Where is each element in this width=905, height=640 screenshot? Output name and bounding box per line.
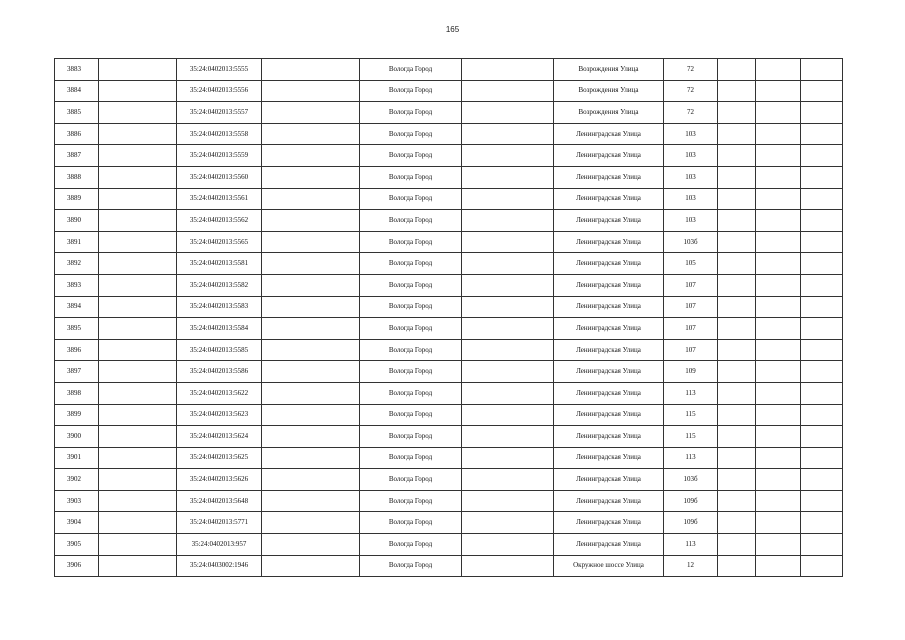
- empty-cell: [462, 512, 554, 534]
- empty-cell: [462, 253, 554, 275]
- city-cell: Вологда Город: [360, 339, 462, 361]
- row-number-cell: 3892: [55, 253, 99, 275]
- empty-cell: [718, 188, 756, 210]
- table-row: [55, 188, 843, 210]
- row-number-cell: 3896: [55, 339, 99, 361]
- empty-cell: [99, 145, 177, 167]
- street-cell: Ленинградская Улица: [554, 339, 664, 361]
- empty-cell: [99, 339, 177, 361]
- empty-cell: [756, 188, 801, 210]
- house-number-cell: 103б: [664, 469, 718, 491]
- row-number-cell: 3897: [55, 361, 99, 383]
- cadastral-number-cell: 35:24:0402013:5556: [177, 80, 262, 102]
- empty-cell: [99, 296, 177, 318]
- city-cell: Вологда Город: [360, 210, 462, 232]
- row-number-cell: 3894: [55, 296, 99, 318]
- city-cell: Вологда Город: [360, 231, 462, 253]
- empty-cell: [718, 123, 756, 145]
- empty-cell: [462, 102, 554, 124]
- house-number-cell: 105: [664, 253, 718, 275]
- cadastral-number-cell: 35:24:0402013:5583: [177, 296, 262, 318]
- empty-cell: [99, 59, 177, 81]
- cadastral-number-cell: 35:24:0402013:5560: [177, 166, 262, 188]
- city-cell: Вологда Город: [360, 188, 462, 210]
- cadastral-number-cell: 35:24:0402013:5582: [177, 274, 262, 296]
- empty-cell: [718, 534, 756, 556]
- empty-cell: [801, 555, 843, 577]
- empty-cell: [99, 166, 177, 188]
- house-number-cell: 103: [664, 166, 718, 188]
- empty-cell: [262, 512, 360, 534]
- empty-cell: [262, 404, 360, 426]
- cadastral-number-cell: 35:24:0402013:5771: [177, 512, 262, 534]
- row-number-cell: 3903: [55, 490, 99, 512]
- street-cell: Ленинградская Улица: [554, 490, 664, 512]
- row-number-cell: 3901: [55, 447, 99, 469]
- empty-cell: [462, 404, 554, 426]
- table-row: [55, 80, 843, 102]
- empty-cell: [718, 231, 756, 253]
- empty-cell: [462, 361, 554, 383]
- cadastral-number-cell: 35:24:0402013:5559: [177, 145, 262, 167]
- empty-cell: [756, 555, 801, 577]
- house-number-cell: 12: [664, 555, 718, 577]
- empty-cell: [262, 166, 360, 188]
- cadastral-number-cell: 35:24:0402013:5555: [177, 59, 262, 81]
- empty-cell: [262, 145, 360, 167]
- house-number-cell: 113: [664, 534, 718, 556]
- empty-cell: [756, 166, 801, 188]
- empty-cell: [801, 447, 843, 469]
- empty-cell: [462, 231, 554, 253]
- empty-cell: [99, 447, 177, 469]
- row-number-cell: 3895: [55, 318, 99, 340]
- empty-cell: [718, 404, 756, 426]
- empty-cell: [718, 80, 756, 102]
- table-row: [55, 534, 843, 556]
- empty-cell: [718, 102, 756, 124]
- empty-cell: [99, 123, 177, 145]
- table-row: [55, 512, 843, 534]
- empty-cell: [99, 361, 177, 383]
- empty-cell: [801, 382, 843, 404]
- empty-cell: [801, 123, 843, 145]
- empty-cell: [462, 145, 554, 167]
- empty-cell: [462, 490, 554, 512]
- city-cell: Вологда Город: [360, 80, 462, 102]
- house-number-cell: 109б: [664, 490, 718, 512]
- row-number-cell: 3898: [55, 382, 99, 404]
- row-number-cell: 3886: [55, 123, 99, 145]
- cadastral-number-cell: 35:24:0403002:1946: [177, 555, 262, 577]
- city-cell: Вологда Город: [360, 512, 462, 534]
- empty-cell: [262, 469, 360, 491]
- empty-cell: [801, 534, 843, 556]
- empty-cell: [801, 59, 843, 81]
- empty-cell: [262, 274, 360, 296]
- empty-cell: [756, 210, 801, 232]
- empty-cell: [99, 253, 177, 275]
- empty-cell: [462, 318, 554, 340]
- cadastral-number-cell: 35:24:0402013:5584: [177, 318, 262, 340]
- empty-cell: [99, 231, 177, 253]
- street-cell: Ленинградская Улица: [554, 253, 664, 275]
- city-cell: Вологда Город: [360, 102, 462, 124]
- cadastral-number-cell: 35:24:0402013:5623: [177, 404, 262, 426]
- empty-cell: [462, 534, 554, 556]
- empty-cell: [801, 274, 843, 296]
- empty-cell: [718, 318, 756, 340]
- table-row: [55, 426, 843, 448]
- house-number-cell: 103: [664, 210, 718, 232]
- empty-cell: [801, 253, 843, 275]
- empty-cell: [99, 426, 177, 448]
- empty-cell: [462, 210, 554, 232]
- empty-cell: [462, 339, 554, 361]
- street-cell: Ленинградская Улица: [554, 274, 664, 296]
- table-row: [55, 318, 843, 340]
- street-cell: Окружное шоссе Улица: [554, 555, 664, 577]
- row-number-cell: 3884: [55, 80, 99, 102]
- city-cell: Вологда Город: [360, 318, 462, 340]
- table-row: [55, 339, 843, 361]
- empty-cell: [99, 382, 177, 404]
- city-cell: Вологда Город: [360, 469, 462, 491]
- table-row: [55, 490, 843, 512]
- city-cell: Вологда Город: [360, 404, 462, 426]
- cadastral-number-cell: 35:24:0402013:5625: [177, 447, 262, 469]
- row-number-cell: 3893: [55, 274, 99, 296]
- empty-cell: [756, 447, 801, 469]
- row-number-cell: 3887: [55, 145, 99, 167]
- row-number-cell: 3885: [55, 102, 99, 124]
- empty-cell: [801, 166, 843, 188]
- row-number-cell: 3891: [55, 231, 99, 253]
- street-cell: Ленинградская Улица: [554, 361, 664, 383]
- empty-cell: [801, 361, 843, 383]
- city-cell: Вологда Город: [360, 555, 462, 577]
- empty-cell: [801, 102, 843, 124]
- empty-cell: [99, 318, 177, 340]
- house-number-cell: 103: [664, 123, 718, 145]
- table-row: [55, 231, 843, 253]
- city-cell: Вологда Город: [360, 426, 462, 448]
- cadastral-number-cell: 35:24:0402013:5565: [177, 231, 262, 253]
- empty-cell: [718, 145, 756, 167]
- empty-cell: [262, 339, 360, 361]
- empty-cell: [462, 555, 554, 577]
- empty-cell: [718, 339, 756, 361]
- empty-cell: [99, 102, 177, 124]
- table-row: [55, 59, 843, 81]
- table-row: [55, 145, 843, 167]
- empty-cell: [262, 59, 360, 81]
- street-cell: Ленинградская Улица: [554, 296, 664, 318]
- table-row: [55, 102, 843, 124]
- city-cell: Вологда Город: [360, 534, 462, 556]
- empty-cell: [99, 534, 177, 556]
- city-cell: Вологда Город: [360, 59, 462, 81]
- empty-cell: [756, 231, 801, 253]
- empty-cell: [756, 59, 801, 81]
- empty-cell: [262, 382, 360, 404]
- empty-cell: [718, 490, 756, 512]
- registry-table: [54, 58, 843, 577]
- empty-cell: [756, 361, 801, 383]
- house-number-cell: 103б: [664, 231, 718, 253]
- empty-cell: [756, 145, 801, 167]
- table-row: [55, 382, 843, 404]
- street-cell: Ленинградская Улица: [554, 447, 664, 469]
- empty-cell: [801, 469, 843, 491]
- empty-cell: [801, 512, 843, 534]
- empty-cell: [801, 188, 843, 210]
- empty-cell: [262, 210, 360, 232]
- empty-cell: [718, 512, 756, 534]
- empty-cell: [262, 296, 360, 318]
- empty-cell: [462, 382, 554, 404]
- table-row: [55, 447, 843, 469]
- house-number-cell: 72: [664, 59, 718, 81]
- empty-cell: [756, 296, 801, 318]
- empty-cell: [801, 80, 843, 102]
- empty-cell: [801, 339, 843, 361]
- empty-cell: [99, 469, 177, 491]
- city-cell: Вологда Город: [360, 361, 462, 383]
- empty-cell: [99, 490, 177, 512]
- table-row: [55, 404, 843, 426]
- empty-cell: [99, 555, 177, 577]
- empty-cell: [801, 145, 843, 167]
- empty-cell: [756, 123, 801, 145]
- street-cell: Ленинградская Улица: [554, 534, 664, 556]
- empty-cell: [99, 274, 177, 296]
- empty-cell: [262, 555, 360, 577]
- empty-cell: [99, 210, 177, 232]
- empty-cell: [99, 512, 177, 534]
- cadastral-number-cell: 35:24:0402013:5581: [177, 253, 262, 275]
- empty-cell: [756, 339, 801, 361]
- row-number-cell: 3905: [55, 534, 99, 556]
- city-cell: Вологда Город: [360, 145, 462, 167]
- empty-cell: [756, 469, 801, 491]
- empty-cell: [718, 296, 756, 318]
- street-cell: Возрождения Улица: [554, 59, 664, 81]
- city-cell: Вологда Город: [360, 123, 462, 145]
- cadastral-number-cell: 35:24:0402013:5561: [177, 188, 262, 210]
- empty-cell: [756, 318, 801, 340]
- empty-cell: [801, 296, 843, 318]
- street-cell: Ленинградская Улица: [554, 188, 664, 210]
- cadastral-number-cell: 35:24:0402013:5558: [177, 123, 262, 145]
- table-row: [55, 123, 843, 145]
- empty-cell: [756, 534, 801, 556]
- row-number-cell: 3883: [55, 59, 99, 81]
- empty-cell: [718, 426, 756, 448]
- cadastral-number-cell: 35:24:0402013:957: [177, 534, 262, 556]
- empty-cell: [462, 123, 554, 145]
- empty-cell: [718, 253, 756, 275]
- city-cell: Вологда Город: [360, 274, 462, 296]
- table-row: [55, 469, 843, 491]
- house-number-cell: 115: [664, 404, 718, 426]
- table-row: [55, 210, 843, 232]
- row-number-cell: 3889: [55, 188, 99, 210]
- street-cell: Ленинградская Улица: [554, 512, 664, 534]
- empty-cell: [262, 102, 360, 124]
- empty-cell: [99, 80, 177, 102]
- table-body: [55, 59, 843, 577]
- table-row: [55, 274, 843, 296]
- street-cell: Ленинградская Улица: [554, 426, 664, 448]
- empty-cell: [462, 426, 554, 448]
- empty-cell: [756, 80, 801, 102]
- empty-cell: [718, 447, 756, 469]
- empty-cell: [262, 534, 360, 556]
- empty-cell: [262, 80, 360, 102]
- empty-cell: [718, 555, 756, 577]
- empty-cell: [756, 490, 801, 512]
- house-number-cell: 103: [664, 145, 718, 167]
- empty-cell: [262, 123, 360, 145]
- street-cell: Ленинградская Улица: [554, 123, 664, 145]
- row-number-cell: 3890: [55, 210, 99, 232]
- row-number-cell: 3902: [55, 469, 99, 491]
- cadastral-number-cell: 35:24:0402013:5648: [177, 490, 262, 512]
- empty-cell: [801, 210, 843, 232]
- empty-cell: [801, 404, 843, 426]
- empty-cell: [262, 188, 360, 210]
- house-number-cell: 72: [664, 80, 718, 102]
- empty-cell: [718, 166, 756, 188]
- house-number-cell: 109: [664, 361, 718, 383]
- empty-cell: [462, 59, 554, 81]
- empty-cell: [756, 512, 801, 534]
- empty-cell: [718, 469, 756, 491]
- house-number-cell: 113: [664, 447, 718, 469]
- city-cell: Вологда Город: [360, 447, 462, 469]
- empty-cell: [462, 447, 554, 469]
- cadastral-number-cell: 35:24:0402013:5624: [177, 426, 262, 448]
- street-cell: Ленинградская Улица: [554, 166, 664, 188]
- city-cell: Вологда Город: [360, 253, 462, 275]
- row-number-cell: 3906: [55, 555, 99, 577]
- empty-cell: [756, 274, 801, 296]
- table-row: [55, 361, 843, 383]
- street-cell: Ленинградская Улица: [554, 469, 664, 491]
- cadastral-number-cell: 35:24:0402013:5585: [177, 339, 262, 361]
- city-cell: Вологда Город: [360, 382, 462, 404]
- city-cell: Вологда Город: [360, 166, 462, 188]
- empty-cell: [756, 404, 801, 426]
- empty-cell: [462, 469, 554, 491]
- empty-cell: [462, 166, 554, 188]
- empty-cell: [262, 318, 360, 340]
- empty-cell: [718, 274, 756, 296]
- street-cell: Ленинградская Улица: [554, 404, 664, 426]
- street-cell: Ленинградская Улица: [554, 145, 664, 167]
- row-number-cell: 3899: [55, 404, 99, 426]
- house-number-cell: 103: [664, 188, 718, 210]
- street-cell: Ленинградская Улица: [554, 210, 664, 232]
- empty-cell: [718, 59, 756, 81]
- city-cell: Вологда Город: [360, 490, 462, 512]
- row-number-cell: 3888: [55, 166, 99, 188]
- empty-cell: [718, 361, 756, 383]
- house-number-cell: 113: [664, 382, 718, 404]
- empty-cell: [462, 274, 554, 296]
- street-cell: Возрождения Улица: [554, 102, 664, 124]
- table-row: [55, 253, 843, 275]
- table-row: [55, 296, 843, 318]
- table-row: [55, 555, 843, 577]
- empty-cell: [801, 426, 843, 448]
- house-number-cell: 115: [664, 426, 718, 448]
- empty-cell: [756, 426, 801, 448]
- cadastral-number-cell: 35:24:0402013:5626: [177, 469, 262, 491]
- empty-cell: [462, 296, 554, 318]
- page-number: 165: [445, 25, 460, 34]
- street-cell: Ленинградская Улица: [554, 318, 664, 340]
- table-row: [55, 166, 843, 188]
- cadastral-number-cell: 35:24:0402013:5586: [177, 361, 262, 383]
- house-number-cell: 107: [664, 318, 718, 340]
- street-cell: Ленинградская Улица: [554, 231, 664, 253]
- empty-cell: [756, 253, 801, 275]
- row-number-cell: 3904: [55, 512, 99, 534]
- empty-cell: [462, 188, 554, 210]
- empty-cell: [262, 231, 360, 253]
- empty-cell: [99, 188, 177, 210]
- street-cell: Ленинградская Улица: [554, 382, 664, 404]
- empty-cell: [262, 426, 360, 448]
- empty-cell: [756, 382, 801, 404]
- empty-cell: [801, 231, 843, 253]
- row-number-cell: 3900: [55, 426, 99, 448]
- empty-cell: [99, 404, 177, 426]
- empty-cell: [262, 447, 360, 469]
- city-cell: Вологда Город: [360, 296, 462, 318]
- empty-cell: [801, 490, 843, 512]
- street-cell: Возрождения Улица: [554, 80, 664, 102]
- cadastral-number-cell: 35:24:0402013:5557: [177, 102, 262, 124]
- empty-cell: [262, 361, 360, 383]
- empty-cell: [262, 490, 360, 512]
- empty-cell: [262, 253, 360, 275]
- house-number-cell: 109б: [664, 512, 718, 534]
- house-number-cell: 72: [664, 102, 718, 124]
- empty-cell: [462, 80, 554, 102]
- empty-cell: [756, 102, 801, 124]
- empty-cell: [718, 210, 756, 232]
- house-number-cell: 107: [664, 274, 718, 296]
- cadastral-number-cell: 35:24:0402013:5622: [177, 382, 262, 404]
- empty-cell: [801, 318, 843, 340]
- empty-cell: [718, 382, 756, 404]
- house-number-cell: 107: [664, 339, 718, 361]
- cadastral-number-cell: 35:24:0402013:5562: [177, 210, 262, 232]
- house-number-cell: 107: [664, 296, 718, 318]
